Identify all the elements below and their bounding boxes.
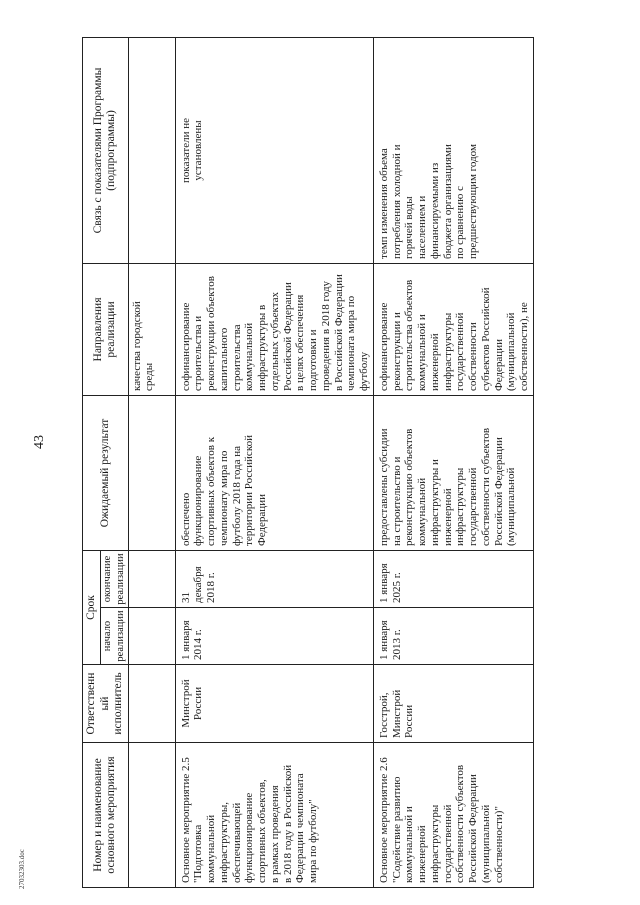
row-responsible: Госстрой, Минстрой России [373, 665, 533, 743]
header-term: Срок [83, 550, 101, 664]
header-directions: Направления реализации [83, 263, 129, 395]
table-cell [128, 395, 175, 550]
table-cell [128, 743, 175, 888]
row-responsible: Минстрой России [175, 665, 373, 743]
header-link: Связь с показателями Программы (подпрограммы) [83, 37, 129, 263]
row-end: 1 января 2025 г. [373, 550, 533, 607]
carryover-row [128, 37, 175, 887]
table-cell [128, 608, 175, 665]
header-result: Ожидаемый результат [83, 395, 129, 550]
row-name: Основное мероприятие 2.6 "Содействие развитию коммунальной и инженерной инфраструктуры государственной собственности субъектов Российской Федерации (муниципальной собственности)" [373, 743, 533, 888]
row-end: 31 декабря 2018 г. [175, 550, 373, 607]
document-id: 27032303.doc [18, 849, 26, 889]
row-link: темп изменения объема потребления холодной и горячей воды населением и финансируемыми из бюджета организациями по сравнению с предшествующим годом [373, 37, 533, 263]
header-number-name: Номер и наименование основного мероприятия [83, 743, 129, 888]
program-activities-table [82, 37, 534, 888]
row-start: 1 января 2014 г. [175, 608, 373, 665]
header-start: начало реализации [101, 608, 128, 665]
header-end: окончание реализации [101, 550, 128, 607]
row-result: обеспечено функционирование спортивных объектов к чемпионату мира по футболу 2018 года на территории Российской Федерации [175, 395, 373, 550]
table-row [373, 37, 533, 887]
row-directions: софинансирование реконструкции и строительства объектов коммунальной и инженерной инфраструктуры государственной собственности субъектов Российской Федерации (муниципальной собственности), не [373, 263, 533, 395]
table-row [175, 37, 373, 887]
table-cell [128, 37, 175, 263]
rotated-table-wrapper [82, 38, 594, 888]
row-result: предоставлены субсидии на строительство и реконструкцию объектов коммунальной инфраструктуры и инженерной инфраструктуры государственной собственности субъектов Российской Федерации (муниципальной [373, 395, 533, 550]
table-cell [128, 665, 175, 743]
table-cell [128, 550, 175, 607]
row-link: показатели не установлены [175, 37, 373, 263]
row-name: Основное мероприятие 2.5 "Подготовка коммунальной инфраструктуры, обеспечивающей функционирование спортивных объектов, в рамках проведения в 2018 году в Российской Федерации чемпионата мира по футболу" [175, 743, 373, 888]
header-responsible: Ответственный исполнитель [83, 665, 129, 743]
carryover-directions: качества городской среды [128, 263, 175, 395]
row-start: 1 января 2013 г. [373, 608, 533, 665]
page-number: 43 [32, 435, 47, 449]
row-directions: софинансирование строительства и реконструкции объектов капитального строительства коммунальной инфраструктуры в отдельных субъектах Российской Федерации в целях обеспечения подготовки и проведения в 2018 году в Российской Федерации чемпионата мира по футболу [175, 263, 373, 395]
